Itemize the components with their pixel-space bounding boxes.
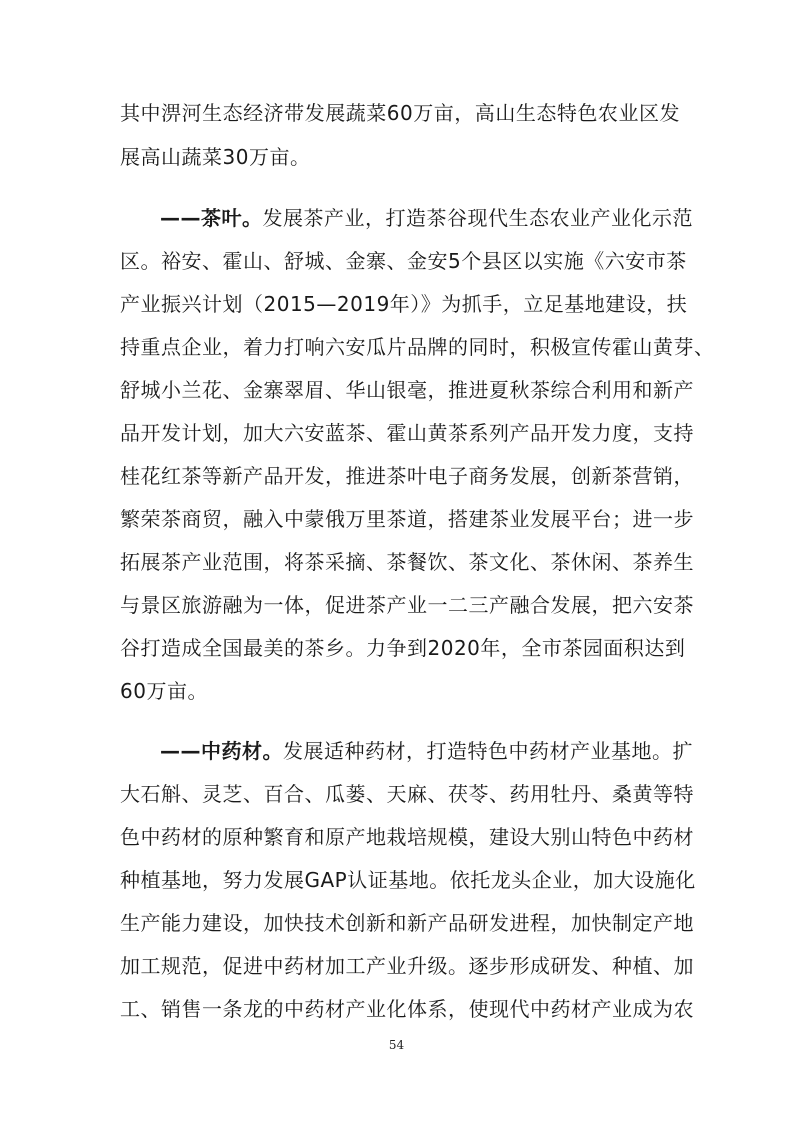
page-number: 54: [388, 1038, 405, 1052]
paragraph-3-line-7: 工、销售一条龙的中药材产业化体系，使现代中药材产业成为农: [120, 997, 694, 1021]
paragraph-2-line-12: 60万亩。: [120, 679, 208, 703]
paragraph-2-line-3: 产业振兴计划（2015—2019年）》为抓手，立足基地建设，扶: [120, 292, 688, 316]
paragraph-2-line-9: 拓展茶产业范围，将茶采摘、茶餐饮、茶文化、茶休闲、茶养生: [120, 550, 694, 574]
paragraph-2-line-6: 品开发计划，加大六安蓝茶、霍山黄茶系列产品开发力度，支持: [120, 421, 694, 445]
paragraph-1-line-1: 其中淠河生态经济带发展蔬菜60万亩，高山生态特色农业区发: [120, 101, 680, 125]
paragraph-2-line-2: 区。裕安、霍山、舒城、金寨、金安5个县区以实施《六安市茶: [120, 249, 687, 273]
paragraph-2-line-4: 持重点企业，着力打响六安瓜片品牌的同时，积极宣传霍山黄芽、: [120, 335, 715, 359]
paragraph-3-line-4: 种植基地，努力发展GAP认证基地。依托龙头企业，加大设施化: [120, 868, 696, 892]
paragraph-3-line-2: 大石斛、灵芝、百合、瓜蒌、天麻、茯苓、药用牡丹、桑黄等特: [120, 782, 694, 806]
paragraph-3-line-3: 色中药材的原种繁育和原产地栽培规模，建设大别山特色中药材: [120, 825, 694, 849]
paragraph-2-line-11: 谷打造成全国最美的茶乡。力争到2020年，全市茶园面积达到: [120, 636, 686, 660]
paragraph-2-line-8: 繁荣茶商贸，融入中蒙俄万里茶道，搭建茶业发展平台；进一步: [120, 507, 694, 531]
herb-heading: ——中药材。: [160, 739, 283, 763]
paragraph-3-line-1: [160, 738, 693, 764]
paragraph-3-line-6: 加工规范，促进中药材加工产业升级。逐步形成研发、种植、加: [120, 954, 694, 978]
paragraph-2-line-1: [160, 205, 693, 231]
paragraph-2-line-5: 舒城小兰花、金寨翠眉、华山银毫，推进夏秋茶综合利用和新产: [120, 378, 694, 402]
paragraph-1-line-2: 展高山蔬菜30万亩。: [120, 145, 311, 169]
paragraph-3-line-5: 生产能力建设，加快技术创新和新产品研发进程，加快制定产地: [120, 911, 694, 935]
paragraph-2-line-7: 桂花红茶等新产品开发，推进茶叶电子商务发展，创新茶营销，: [120, 464, 694, 488]
tea-heading: ——茶叶。: [160, 206, 263, 230]
herb-line-1-text: 发展适种药材，打造特色中药材产业基地。扩: [283, 739, 693, 763]
tea-line-1-text: 发展茶产业，打造茶谷现代生态农业产业化示范: [262, 206, 693, 230]
paragraph-2-line-10: 与景区旅游融为一体，促进茶产业一二三产融合发展，把六安茶: [120, 593, 694, 617]
